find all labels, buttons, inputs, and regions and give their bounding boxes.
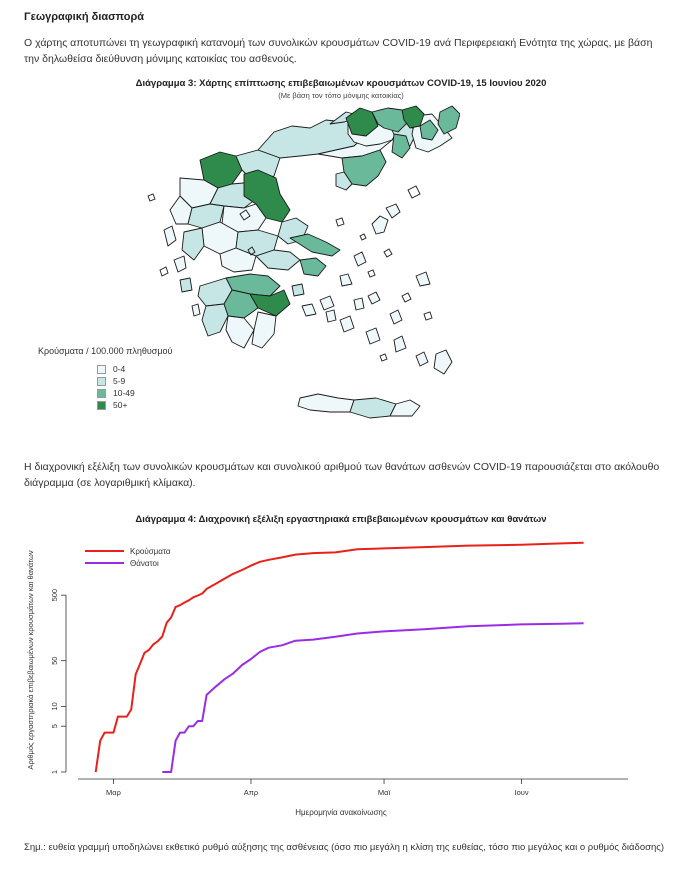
map-region xyxy=(416,272,430,286)
x-tick-label: Απρ xyxy=(243,788,259,797)
map-region xyxy=(164,226,176,246)
map-region xyxy=(386,204,400,218)
x-axis-label: Ημερομηνία ανακοίνωσης xyxy=(295,808,387,817)
chart-series xyxy=(96,543,584,772)
legend-label: Κρούσματα xyxy=(130,547,171,556)
map-region xyxy=(174,256,186,272)
map-region xyxy=(320,296,334,310)
map-legend xyxy=(97,363,135,411)
y-axis-label: Αριθμός εργαστηριακά επιβεβαιωμένων κρουσμάτων και θανάτων xyxy=(26,550,35,770)
y-tick-label: 50 xyxy=(50,656,59,665)
map-region xyxy=(192,304,200,316)
map-region xyxy=(390,310,402,324)
map-region xyxy=(394,336,406,352)
map-region xyxy=(180,278,192,292)
map-region xyxy=(434,350,452,374)
map-legend-item: 5-9 xyxy=(97,375,135,387)
map-figure-title: Διάγραμμα 3: Χάρτης επίπτωσης επιβεβαιωμένων κρουσμάτων COVID-19, 15 Ιουνίου 2020 xyxy=(135,78,547,89)
map-region xyxy=(340,274,352,286)
footnote: Σημ.: ευθεία γραμμή υποδηλώνει εκθετικό ρυθμό αύξησης της ασθένειας (όσο πιο μεγάλη η κλίση της ευθείας, τόσο πιο μεγάλος και ο ρυθμός διάδοσης) xyxy=(24,842,664,853)
map-region xyxy=(252,312,276,348)
cases-deaths-line-chart xyxy=(0,528,682,828)
chart-intro-paragraph: Η διαχρονική εξέλιξη των συνολικών κρουσμάτων και συνολικού αριθμού των θανάτων ασθενών COVID-19 παρουσιάζεται στο ακόλουθο διάγραμμα (σε λογαριθμική κλίμακα). xyxy=(24,461,660,489)
map-region xyxy=(368,292,380,304)
y-tick-label: 10 xyxy=(50,702,59,711)
map-region xyxy=(290,234,340,256)
map-figure-subtitle: (Με βάση τον τόπο μόνιμης κατοικίας) xyxy=(278,91,404,100)
y-tick-label: 500 xyxy=(50,588,59,602)
map-region xyxy=(298,394,354,412)
legend-swatch xyxy=(97,377,106,386)
y-tick-label: 1 xyxy=(50,769,59,775)
map-region xyxy=(226,316,254,348)
map-region xyxy=(202,304,228,336)
map-legend-title: Κρούσματα / 100.000 πληθυσμού xyxy=(38,346,173,356)
map-region xyxy=(366,328,380,344)
series-line-cases xyxy=(96,543,584,772)
map-region xyxy=(326,310,336,322)
map-region xyxy=(438,106,460,134)
greece-choropleth-map xyxy=(140,100,460,440)
x-tick-label: Ιουν xyxy=(514,788,529,797)
map-region xyxy=(416,352,428,366)
legend-swatch xyxy=(97,365,106,374)
line-chart-title: Διάγραμμα 4: Διαχρονική εξέλιξη εργαστηριακά επιβεβαιωμένων κρουσμάτων και θανάτων xyxy=(135,514,547,525)
map-region xyxy=(354,298,364,310)
section-title: Γεωγραφική διασπορά xyxy=(24,11,145,23)
map-legend-item: 10-49 xyxy=(97,387,135,399)
y-tick-label: 5 xyxy=(50,724,59,729)
map-region xyxy=(302,304,316,316)
map-region xyxy=(350,398,396,418)
map-region xyxy=(182,228,204,260)
map-region xyxy=(372,216,388,234)
map-region xyxy=(300,258,326,276)
legend-label: Θάνατοι xyxy=(130,559,159,568)
chart-legend xyxy=(85,547,171,568)
intro-paragraph: Ο χάρτης αποτυπώνει τη γεωγραφική κατανομή των συνολικών κρουσμάτων COVID-19 ανά Περιφερειακή Ενότητα της χώρας, με βάση την δηλωθείσα διεύθυνση μόνιμης κατοικίας του ασθενούς. xyxy=(24,37,653,65)
map-region xyxy=(292,284,304,296)
map-region xyxy=(354,252,366,266)
legend-swatch xyxy=(97,389,106,398)
legend-swatch xyxy=(97,401,106,410)
series-line-deaths xyxy=(162,623,583,772)
x-tick-label: Μαϊ xyxy=(377,788,391,797)
map-legend-item: 0-4 xyxy=(97,363,135,375)
map-region xyxy=(390,400,420,416)
chart-axes xyxy=(50,589,628,797)
map-legend-item: 50+ xyxy=(97,399,135,411)
map-region xyxy=(340,316,354,332)
x-tick-label: Μαρ xyxy=(106,788,121,797)
